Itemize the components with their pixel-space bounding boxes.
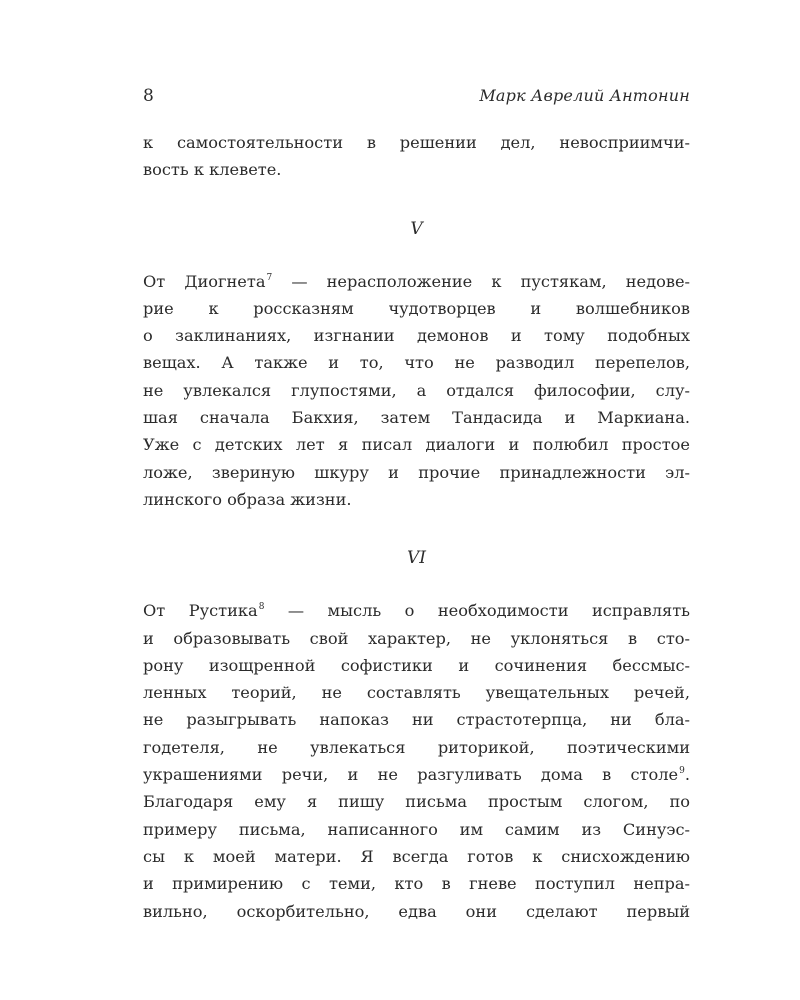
page-number: 8	[143, 86, 154, 106]
text-line: вильно, оскорбительно, едва они сделают первый	[143, 901, 690, 921]
line-end: .	[684, 765, 690, 785]
text-line: не разыгрывать напоказ ни страстотерпца, ни бла-	[143, 710, 690, 730]
text-line	[143, 597, 690, 624]
line-suffix: — нерасположение к пустякам, недове-	[272, 271, 690, 291]
line-prefix: От Рустика	[143, 601, 258, 621]
line-prefix: От Диогнета	[143, 271, 266, 291]
page-header	[143, 86, 690, 110]
text-line: и образовывать свой характер, не уклоняться в сто-	[143, 628, 690, 648]
text-line	[143, 761, 690, 788]
body-text	[143, 129, 690, 925]
text-line: шая сначала Бакхия, затем Тандасида и Маркиана.	[143, 408, 690, 428]
text-line: Уже с детских лет я писал диалоги и полюбил простое	[143, 435, 690, 455]
text-line: ложе, звериную шкуру и прочие принадлежности эл-	[143, 462, 690, 482]
footnote-marker[interactable]: 7	[266, 272, 273, 283]
section-heading-v: V	[410, 218, 423, 239]
line-suffix: — мысль о необходимости исправлять	[264, 601, 690, 621]
text-line: годетеля, не увлекаться риторикой, поэтическими	[143, 737, 690, 757]
text-line: сы к моей матери. Я всегда готов к снисхождению	[143, 846, 690, 866]
text-line: к самостоятельности в решении дел, невосприимчи-	[143, 133, 690, 152]
footnote-marker[interactable]: 8	[258, 602, 265, 613]
text-line: не увлекался глупостями, а отдался философии, слу-	[143, 380, 690, 400]
text-line: и примирению с теми, кто в гневе поступил непра-	[143, 874, 690, 894]
text-line: вость к клевете.	[143, 160, 282, 180]
footnote-marker[interactable]: 9	[679, 766, 685, 777]
text-line: рону изощренной софистики и сочинения бессмыс-	[143, 655, 690, 675]
text-line: Благодаря ему я пишу письма простым слогом, по	[143, 792, 690, 812]
text-line: о заклинаниях, изгнании демонов и тому подобных	[143, 326, 690, 346]
text-line: ленных теорий, не составлять увещательных речей,	[143, 683, 690, 703]
text-line	[143, 268, 690, 295]
text-line: рие к россказням чудотворцев и волшебников	[143, 298, 690, 318]
section-heading-vi: VI	[407, 548, 426, 569]
text-line: вещах. А также и то, что не разводил перепелов,	[143, 353, 690, 373]
line-text: украшениями речи, и не разгуливать дома в столе	[143, 765, 679, 785]
running-title: Марк Аврелий Антонин	[479, 86, 690, 105]
text-line: примеру письма, написанного им самим из Синуэс-	[143, 819, 690, 839]
text-line: линского образа жизни.	[143, 489, 352, 509]
